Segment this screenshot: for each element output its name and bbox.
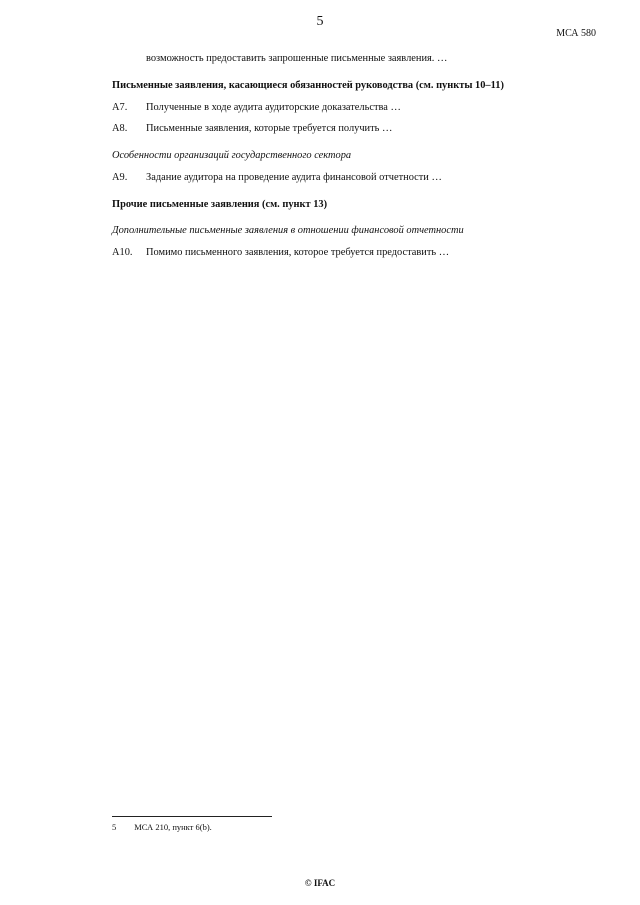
paragraph-a8: [112, 122, 592, 137]
paragraph-text: Задание аудитора на проведение аудита финансовой отчетности …: [146, 171, 442, 183]
intro-paragraph: возможность предоставить запрошенные письменные заявления. …: [146, 53, 448, 64]
paragraph-a7: [112, 101, 592, 116]
subheading-public-sector: Особенности организаций государственного сектора: [112, 150, 352, 162]
paragraph-text: Письменные заявления, которые требуется получить …: [146, 123, 393, 135]
section-heading-other: Прочие письменные заявления (см. пункт 13): [112, 198, 328, 210]
section-heading-management: Письменные заявления, касающиеся обязанностей руководства (см. пункты 10–11): [112, 79, 504, 91]
subheading-financial: Дополнительные письменные заявления в отношении финансовой отчетности: [112, 225, 464, 237]
paragraph-a9: [112, 171, 592, 186]
paragraph-number: A7.: [112, 101, 128, 113]
paragraph-number: A8.: [112, 123, 128, 135]
paragraph-text: Помимо письменного заявления, которое требуется предоставить …: [146, 247, 450, 259]
document-code: МСА 580: [556, 28, 596, 39]
copyright-footer: © IFAC: [304, 878, 336, 888]
paragraph-number: A9.: [112, 171, 128, 183]
footnote-mark: 5: [112, 822, 117, 832]
footnote-text: МСА 210, пункт 6(b).: [134, 822, 212, 832]
paragraph-a10: [112, 246, 592, 261]
footnote-rule: [112, 816, 272, 817]
paragraph-text: Полученные в ходе аудита аудиторские доказательства …: [146, 101, 401, 113]
page-number: 5: [316, 14, 324, 29]
footnote: [112, 822, 212, 832]
page-body: [112, 52, 592, 268]
paragraph-number: A10.: [112, 247, 133, 259]
